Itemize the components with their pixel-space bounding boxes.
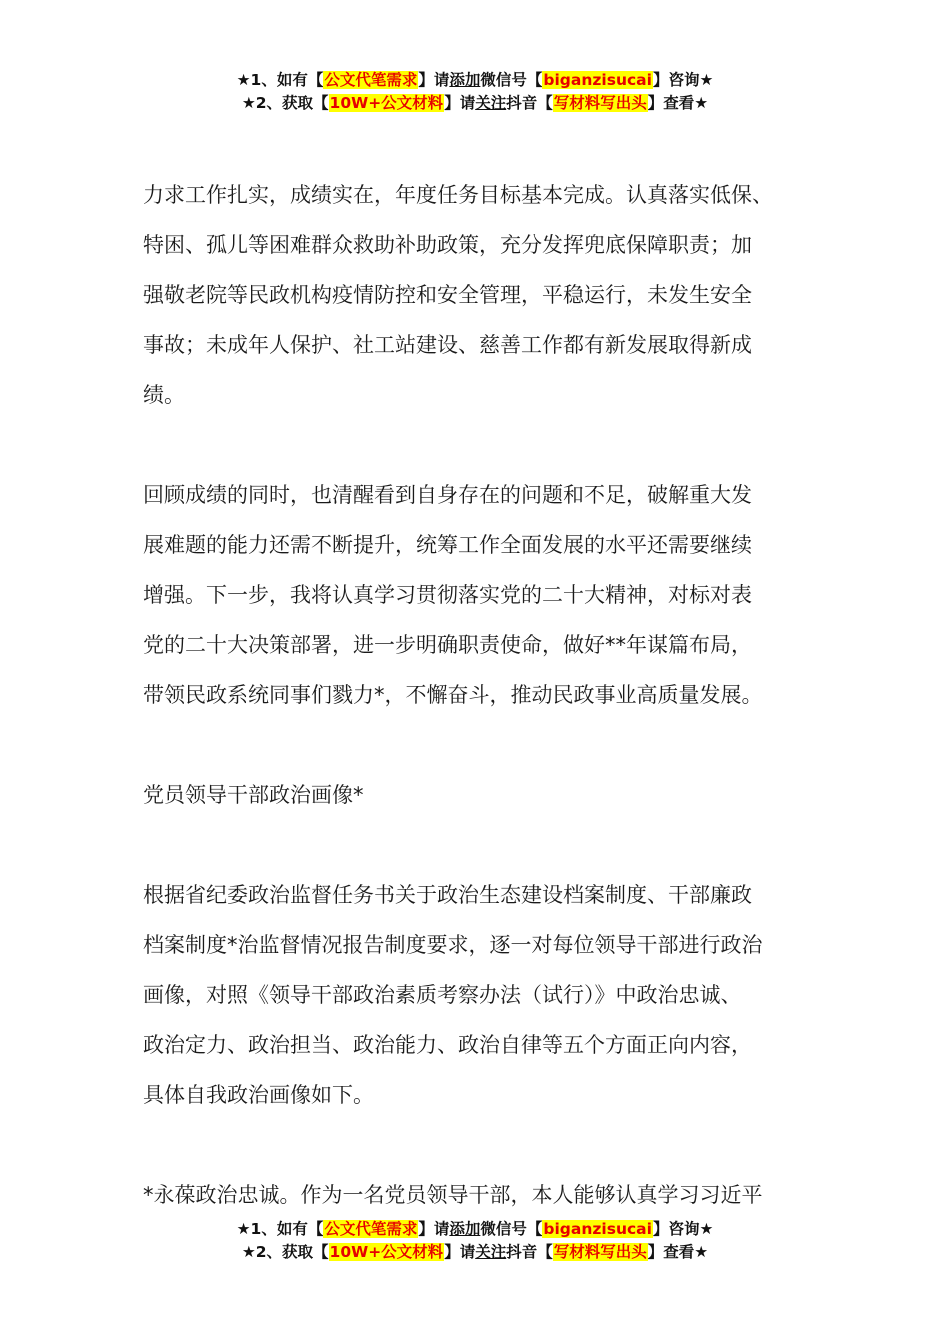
highlight-materials: 10W+公文材料	[329, 94, 444, 112]
banner-text: 】查看★	[647, 94, 709, 112]
text-line: 力求工作扎实，成绩实在，年度任务目标基本完成。认真落实低保、	[143, 183, 773, 207]
paragraph	[143, 470, 823, 720]
header-banner	[0, 69, 950, 115]
banner-text: 】请	[418, 1220, 450, 1238]
banner-text: ★1、如有【	[236, 1220, 324, 1238]
text-line: 带领民政系统同事们戮力*，不懈奋斗，推动民政事业高质量发展。	[143, 683, 763, 707]
banner-text: 抖音【	[506, 1243, 553, 1261]
highlight-douyin-account: 写材料写出头	[553, 1243, 647, 1261]
text-line: 党的二十大决策部署，进一步明确职责使命，做好**年谋篇布局，	[143, 633, 752, 657]
highlight-materials: 10W+公文材料	[329, 1243, 444, 1261]
text-line: 绩。	[143, 383, 185, 407]
underlined-text: 关注	[475, 94, 507, 112]
banner-text: 抖音【	[506, 94, 553, 112]
text-line: 画像，对照《领导干部政治素质考察办法（试行）》中政治忠诚、	[143, 983, 742, 1007]
footer-banner	[0, 1218, 950, 1264]
banner-text: ★2、获取【	[241, 1243, 329, 1261]
banner-text: ★2、获取【	[241, 94, 329, 112]
text-line: 档案制度*治监督情况报告制度要求，逐一对每位领导干部进行政治	[143, 933, 763, 957]
underlined-text: 关注	[475, 1243, 507, 1261]
text-line: 政治定力、政治担当、政治能力、政治自律等五个方面正向内容，	[143, 1033, 752, 1057]
highlight-ghostwriting: 公文代笔需求	[324, 1220, 418, 1238]
highlight-ghostwriting: 公文代笔需求	[324, 71, 418, 89]
underlined-text: 添加	[449, 1220, 481, 1238]
text-line: 具体自我政治画像如下。	[143, 1083, 374, 1107]
highlight-wechat-id: biganzisucai	[543, 1220, 652, 1238]
paragraph	[143, 170, 823, 420]
banner-text: 】查看★	[647, 1243, 709, 1261]
banner-text: 】咨询★	[652, 1220, 714, 1238]
banner-text: 微信号【	[480, 1220, 543, 1238]
text-line: 事故；未成年人保护、社工站建设、慈善工作都有新发展取得新成	[143, 333, 752, 357]
paragraph	[143, 1170, 823, 1220]
text-line: 回顾成绩的同时，也清醒看到自身存在的问题和不足，破解重大发	[143, 483, 752, 507]
text-line: 党员领导干部政治画像*	[143, 783, 364, 807]
section-heading	[143, 770, 823, 820]
text-line: 根据省纪委政治监督任务书关于政治生态建设档案制度、干部廉政	[143, 883, 752, 907]
banner-line-2	[0, 92, 950, 115]
banner-line-2	[0, 1241, 950, 1264]
document-body	[143, 170, 823, 1220]
highlight-douyin-account: 写材料写出头	[553, 94, 647, 112]
banner-text: 】请	[444, 1243, 476, 1261]
paragraph	[143, 870, 823, 1120]
banner-line-1	[0, 69, 950, 92]
text-line: *永葆政治忠诚。作为一名党员领导干部，本人能够认真学习习近平	[143, 1183, 763, 1207]
text-line: 增强。下一步，我将认真学习贯彻落实党的二十大精神，对标对表	[143, 583, 752, 607]
text-line: 特困、孤儿等困难群众救助补助政策，充分发挥兜底保障职责；加	[143, 233, 752, 257]
banner-text: 】请	[444, 94, 476, 112]
banner-line-1	[0, 1218, 950, 1241]
text-line: 强敬老院等民政机构疫情防控和安全管理，平稳运行，未发生安全	[143, 283, 752, 307]
text-line: 展难题的能力还需不断提升，统筹工作全面发展的水平还需要继续	[143, 533, 752, 557]
banner-text: 】咨询★	[652, 71, 714, 89]
highlight-wechat-id: biganzisucai	[543, 71, 652, 89]
underlined-text: 添加	[449, 71, 481, 89]
banner-text: 微信号【	[480, 71, 543, 89]
banner-text: ★1、如有【	[236, 71, 324, 89]
banner-text: 】请	[418, 71, 450, 89]
